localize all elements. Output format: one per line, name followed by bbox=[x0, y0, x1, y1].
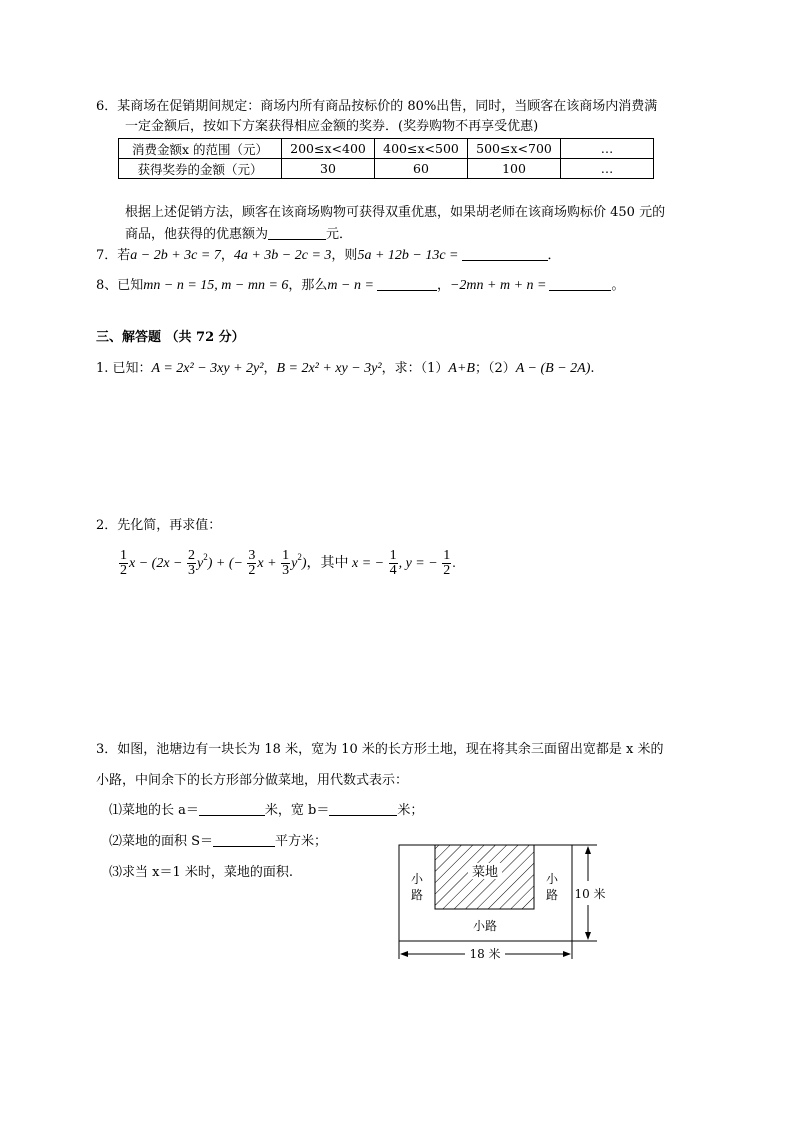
q7-line bbox=[96, 248, 561, 264]
answer-blank bbox=[377, 278, 437, 291]
p3-q1-b: 米，宽 b＝ bbox=[264, 803, 330, 818]
q7-prefix: 7．若 bbox=[96, 248, 131, 263]
p3-q2-b: 平方米； bbox=[275, 834, 328, 849]
arrow-left-icon bbox=[400, 951, 408, 957]
p3-q1-c: 米； bbox=[397, 803, 424, 818]
p1-sep: ， bbox=[263, 361, 277, 376]
p1-expr-b: B = 2x² + xy − 3y² bbox=[276, 361, 382, 376]
p3-q1 bbox=[109, 803, 423, 819]
q6-unit: 元． bbox=[326, 227, 353, 242]
p3-q2-a: ⑵菜地的面积 S＝ bbox=[109, 834, 214, 849]
q8-eq3: −2mn + m + n = bbox=[449, 278, 547, 293]
p3-q1-a: ⑴菜地的长 a＝ bbox=[109, 803, 199, 818]
path-right-2: 路 bbox=[545, 888, 559, 902]
garden-figure bbox=[392, 835, 622, 970]
p3-line2: 小路，中间余下的长方形部分做菜地，用代数式表示： bbox=[96, 773, 409, 788]
width-label: 18 米 bbox=[469, 947, 501, 961]
p2-end: . bbox=[452, 556, 456, 571]
table-row bbox=[119, 159, 654, 179]
path-left-2: 路 bbox=[410, 888, 424, 902]
answer-blank bbox=[549, 278, 611, 291]
answer-blank bbox=[329, 803, 397, 816]
table-cell: … bbox=[561, 159, 654, 179]
answer-blank bbox=[213, 834, 275, 847]
table-cell: 100 bbox=[468, 159, 561, 179]
q8-eq1: mn − n = 15, m − mn = 6 bbox=[143, 278, 289, 293]
height-label: 10 米 bbox=[574, 887, 606, 901]
arrow-down-icon bbox=[585, 932, 591, 940]
p1-expr-a: A = 2x² − 3xy + 2y² bbox=[151, 361, 264, 376]
p3-line1: 3．如图，池塘边有一块长为 18 米，宽为 10 米的长方形土地，现在将其余三面留出宽都是 x 米的 bbox=[96, 742, 664, 757]
garden-label: 菜地 bbox=[471, 865, 499, 880]
p1-part2: A − (B − 2A) bbox=[515, 361, 591, 376]
q8-eq2: m − n = bbox=[327, 278, 374, 293]
table-cell: 30 bbox=[282, 159, 375, 179]
section-heading: 三、解答题 （共 72 分） bbox=[96, 330, 245, 345]
coupon-table bbox=[118, 138, 654, 179]
q8-line bbox=[96, 278, 624, 294]
answer-blank bbox=[268, 227, 326, 240]
q7-eq1: a − 2b + 3c = 7 bbox=[130, 248, 221, 263]
p1-ask: ，求：（1） bbox=[381, 361, 449, 376]
arrow-up-icon bbox=[585, 846, 591, 854]
p3-q2 bbox=[109, 834, 327, 850]
q6-line1: 6．某商场在促销期间规定：商场内所有商品按标价的 80%出售，同时，当顾客在该商场内消费满 bbox=[96, 99, 658, 114]
p1-end: . bbox=[590, 361, 595, 376]
q8-sep: ， bbox=[436, 278, 450, 293]
p1-prefix: 1. 已知： bbox=[96, 361, 152, 376]
table-cell: 500≤x<700 bbox=[468, 139, 561, 159]
path-left-1: 小 bbox=[410, 872, 424, 886]
table-cell: … bbox=[561, 139, 654, 159]
table-cell: 400≤x<500 bbox=[375, 139, 468, 159]
q7-eq3: 5a + 12b − 13c = bbox=[357, 248, 459, 263]
q8-prefix: 8、已知 bbox=[96, 278, 144, 293]
p3-q3: ⑶求当 x＝1 米时，菜地的面积. bbox=[109, 865, 293, 880]
path-bottom: 小路 bbox=[472, 919, 498, 933]
q6-line3: 根据上述促销方法，顾客在该商场购物可获得双重优惠，如果胡老师在该商场购标价 450 元的 bbox=[125, 205, 666, 220]
p2-title: 2．先化简，再求值： bbox=[96, 518, 222, 533]
q6-line4 bbox=[125, 227, 352, 243]
q6-text: 商品，他获得的优惠额为 bbox=[125, 227, 269, 242]
arrow-right-icon bbox=[563, 951, 571, 957]
p1-part1: A+B bbox=[448, 361, 475, 376]
p2-where: ，其中 bbox=[306, 556, 349, 571]
table-row bbox=[119, 139, 654, 159]
answer-blank bbox=[199, 803, 265, 816]
q7-sep: ， bbox=[220, 248, 234, 263]
q7-end: ． bbox=[547, 248, 561, 263]
table-cell: 消费金额x 的范围（元） bbox=[119, 139, 282, 159]
q8-end: 。 bbox=[611, 278, 625, 293]
table-cell: 60 bbox=[375, 159, 468, 179]
q6-line2: 一定金额后，按如下方案获得相应金额的奖券．(奖券购物不再享受优惠) bbox=[125, 119, 539, 134]
answer-blank bbox=[462, 248, 548, 261]
q7-mid: ，则 bbox=[331, 248, 358, 263]
p1-semi: ；（2） bbox=[474, 361, 516, 376]
p2-expression: $\frac{1}{2}$ x − (2x − $\frac{2}{3}$ $y^2$) + (− $\frac{3}{2}$ x + $\frac{1}{3}$ $y^2$)，其中 x = − $\frac{1}{4}$ , y = − $\frac{1}{2}$ . bbox=[120, 548, 456, 579]
table-cell: 获得奖券的金额（元） bbox=[119, 159, 282, 179]
q7-eq2: 4a + 3b − 2c = 3 bbox=[233, 248, 332, 263]
path-right-1: 小 bbox=[545, 872, 559, 886]
p1-line bbox=[96, 361, 595, 377]
q8-mid: ，那么 bbox=[288, 278, 328, 293]
table-cell: 200≤x<400 bbox=[282, 139, 375, 159]
